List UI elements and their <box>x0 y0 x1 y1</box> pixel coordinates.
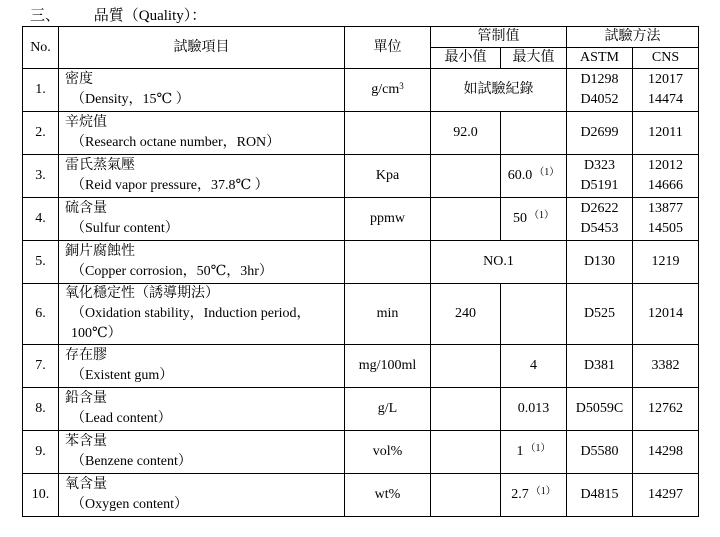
item-name-zh: 密度 <box>65 72 93 87</box>
quality-spec-table <box>22 26 699 517</box>
unit-cell: wt% <box>345 474 431 517</box>
header-no: No. <box>23 27 59 69</box>
unit-cell: $g/cm^3$ <box>345 69 431 112</box>
test-item <box>59 198 345 241</box>
item-name-en: （Copper corrosion，50℃，3hr） <box>71 264 273 279</box>
item-name-en: （Reid vapor pressure，37.8℃ ） <box>71 178 269 193</box>
astm-cell: D525 <box>567 284 633 345</box>
header-astm: ASTM <box>567 48 633 69</box>
min-value: 240 <box>431 284 501 345</box>
row-number: 6. <box>23 284 59 345</box>
test-item <box>59 345 345 388</box>
item-name-zh: 鉛含量 <box>65 391 107 406</box>
item-name-en: （Oxygen content） <box>71 497 189 512</box>
item-name-zh: 氧含量 <box>65 477 107 492</box>
control-value: NO.1 <box>431 241 567 284</box>
section-number: 三、 <box>30 8 61 24</box>
test-item <box>59 69 345 112</box>
test-item <box>59 112 345 155</box>
header-min: 最小值 <box>431 48 501 69</box>
cns-cell: 3382 <box>633 345 699 388</box>
max-value <box>501 112 567 155</box>
cns-cell: 12011 <box>633 112 699 155</box>
astm-cell: D2622 D5453 <box>567 198 633 241</box>
footnote-marker: （1） <box>525 443 551 454</box>
cns-cell: 12762 <box>633 388 699 431</box>
min-value <box>431 431 501 474</box>
item-name-en: （Existent gum） <box>71 368 174 383</box>
row-number: 7. <box>23 345 59 388</box>
test-item <box>59 474 345 517</box>
table-row <box>23 241 699 284</box>
row-number: 5. <box>23 241 59 284</box>
astm-cell: D130 <box>567 241 633 284</box>
test-item <box>59 155 345 198</box>
row-number: 10. <box>23 474 59 517</box>
header-control-value: 管制值 <box>431 27 567 48</box>
table-row <box>23 198 699 241</box>
min-value <box>431 155 501 198</box>
min-value <box>431 198 501 241</box>
header-max: 最大值 <box>501 48 567 69</box>
min-value <box>431 474 501 517</box>
astm-cell: D4815 <box>567 474 633 517</box>
table-row <box>23 112 699 155</box>
header-test-method: 試驗方法 <box>567 27 699 48</box>
table-row <box>23 388 699 431</box>
max-value: 1 $^{(1)}$ <box>501 431 567 474</box>
unit-cell <box>345 241 431 284</box>
cns-cell: 12017 14474 <box>633 69 699 112</box>
footnote-marker: （1） <box>529 210 554 221</box>
item-name-en: （Research octane number，RON） <box>71 135 281 150</box>
astm-cell: D2699 <box>567 112 633 155</box>
control-value-record: 如試驗紀錄 <box>431 69 567 112</box>
table-row <box>23 345 699 388</box>
max-value: 4 <box>501 345 567 388</box>
item-name-en: （Sulfur content） <box>71 221 179 236</box>
item-name-zh: 氧化穩定性（誘導期法） <box>65 286 219 301</box>
item-name-zh: 雷氏蒸氣壓 <box>65 158 135 173</box>
cns-cell: 14297 <box>633 474 699 517</box>
item-name-zh: 苯含量 <box>65 434 107 449</box>
header-cns: CNS <box>633 48 699 69</box>
item-name-en: （Oxidation stability，Induction period，100℃） <box>71 306 311 341</box>
footnote-marker: （1） <box>530 486 556 497</box>
unit-cell: min <box>345 284 431 345</box>
section-heading <box>30 4 206 25</box>
test-item <box>59 388 345 431</box>
astm-cell: D381 <box>567 345 633 388</box>
min-value <box>431 345 501 388</box>
max-value: 0.013 <box>501 388 567 431</box>
row-number: 2. <box>23 112 59 155</box>
footnote-marker: （1） <box>534 167 560 178</box>
test-item <box>59 431 345 474</box>
max-value: 2.7 $^{(1)}$ <box>501 474 567 517</box>
unit-cell: vol% <box>345 431 431 474</box>
max-value: 50 $^{(1)}$ <box>501 198 567 241</box>
astm-cell: D5580 <box>567 431 633 474</box>
max-value: 60.0 $^{(1)}$ <box>501 155 567 198</box>
table-row <box>23 474 699 517</box>
cns-cell: 12014 <box>633 284 699 345</box>
astm-cell: D5059C <box>567 388 633 431</box>
header-unit: 單位 <box>345 27 431 69</box>
max-value <box>501 284 567 345</box>
row-number: 1. <box>23 69 59 112</box>
cns-cell: 14298 <box>633 431 699 474</box>
test-item <box>59 241 345 284</box>
unit-cell <box>345 112 431 155</box>
cns-cell: 1219 <box>633 241 699 284</box>
item-name-zh: 辛烷值 <box>65 115 107 130</box>
cns-cell: 12012 14666 <box>633 155 699 198</box>
unit-cell: g/L <box>345 388 431 431</box>
test-item <box>59 284 345 345</box>
table-row <box>23 155 699 198</box>
row-number: 8. <box>23 388 59 431</box>
item-name-zh: 銅片腐蝕性 <box>65 244 135 259</box>
table-row <box>23 284 699 345</box>
unit-cell: mg/100ml <box>345 345 431 388</box>
astm-cell: D323 D5191 <box>567 155 633 198</box>
row-number: 9. <box>23 431 59 474</box>
min-value: 92.0 <box>431 112 501 155</box>
unit-cell: Kpa <box>345 155 431 198</box>
item-name-en: （Benzene content） <box>71 454 192 469</box>
item-name-zh: 硫含量 <box>65 201 107 216</box>
unit-cell: ppmw <box>345 198 431 241</box>
row-number: 4. <box>23 198 59 241</box>
row-number: 3. <box>23 155 59 198</box>
table-row <box>23 69 699 112</box>
item-name-en: （Density，15℃ ） <box>71 92 190 107</box>
unit-superscript: 3 <box>399 81 404 91</box>
section-title: 品質（Quality）： <box>93 8 207 24</box>
table-row <box>23 431 699 474</box>
header-test-item: 試驗項目 <box>59 27 345 69</box>
cns-cell: 13877 14505 <box>633 198 699 241</box>
min-value <box>431 388 501 431</box>
astm-cell: D1298 D4052 <box>567 69 633 112</box>
item-name-en: （Lead content） <box>71 411 172 426</box>
item-name-zh: 存在膠 <box>65 348 107 363</box>
